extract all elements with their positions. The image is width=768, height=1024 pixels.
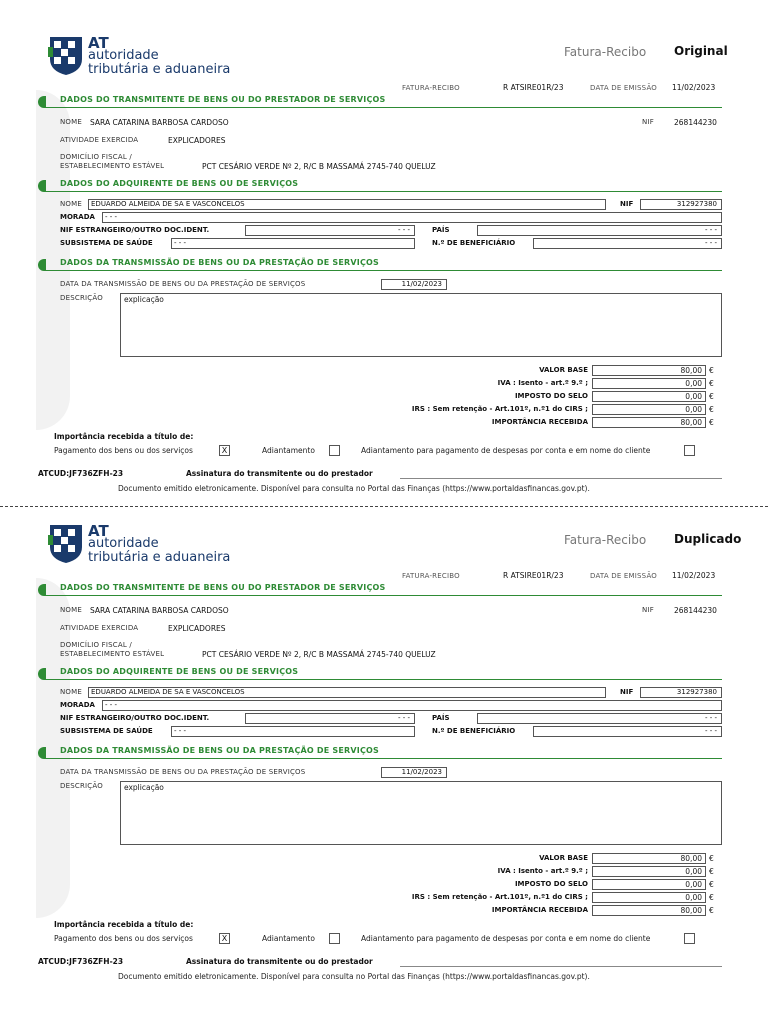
receipt-option-3: Adiantamento para pagamento de despesas por conta e em nome do cliente [361, 934, 651, 943]
transmitter-nif: 268144230 [674, 118, 717, 127]
currency-symbol: € [709, 379, 714, 388]
document-type: Fatura-Recibo [564, 45, 647, 59]
description-label: DESCRIÇÃO [60, 294, 103, 302]
transmitter-name: SARA CATARINA BARBOSA CARDOSO [90, 606, 229, 615]
total-value: 0,00 [685, 379, 702, 388]
health-label: SUBSISTEMA DE SAÚDE [60, 239, 153, 247]
activity: EXPLICADORES [168, 624, 226, 633]
invoice-original [0, 0, 768, 500]
description-label: DESCRIÇÃO [60, 782, 103, 790]
transmission-title: DADOS DA TRANSMISSÃO DE BENS OU DA PRESTAÇÃO DE SERVIÇOS [60, 258, 379, 267]
acquirer-name-field: EDUARDO ALMEIDA DE SA E VASCONCELOS [88, 687, 606, 698]
transmission-section [38, 747, 722, 759]
currency-symbol: € [709, 880, 714, 889]
option-2-checkbox[interactable] [329, 445, 340, 456]
total-value: 80,00 [680, 906, 702, 915]
option-2-checkbox[interactable] [329, 933, 340, 944]
total-label: IMPOSTO DO SELO [514, 392, 588, 400]
total-value: 0,00 [685, 867, 702, 876]
currency-symbol: € [709, 418, 714, 427]
domicile-label-1: DOMICÍLIO FISCAL / [60, 153, 132, 161]
logo-line-1: autoridade [88, 48, 159, 63]
acquirer-name-label: NOME [60, 200, 83, 208]
acquirer-section [38, 180, 722, 192]
option-3-checkbox[interactable] [684, 445, 695, 456]
signature-line [400, 966, 722, 967]
transmitter-name-label: NOME [60, 118, 83, 126]
domicile-label-2: ESTABELECIMENTO ESTÁVEL [60, 162, 165, 170]
address-field: - - - [102, 212, 722, 223]
total-label: VALOR BASE [539, 854, 588, 862]
address-label: MORADA [60, 213, 95, 221]
description-field: explicação [120, 293, 722, 357]
logo-line-1: autoridade [88, 536, 159, 551]
receipt-option-1: Pagamento dos bens ou dos serviços [54, 934, 193, 943]
total-value: 0,00 [685, 405, 702, 414]
signature-line [400, 478, 722, 479]
total-label: IVA : Isento - art.º 9.º ; [497, 379, 588, 387]
acquirer-section [38, 668, 722, 680]
total-value-field [592, 853, 706, 864]
currency-symbol: € [709, 392, 714, 401]
receipt-option-2: Adiantamento [262, 934, 315, 943]
logo-line-2: tributária e aduaneira [88, 550, 231, 565]
atcud: ATCUD:JF736ZFH-23 [38, 469, 124, 478]
logo-at: AT [88, 522, 109, 540]
description-field: explicação [120, 781, 722, 845]
total-value-field [592, 879, 706, 890]
activity-label: ATIVIDADE EXERCIDA [60, 624, 139, 632]
currency-symbol: € [709, 366, 714, 375]
beneficiary-label: N.º DE BENEFICIÁRIO [432, 239, 516, 247]
total-value: 80,00 [680, 418, 702, 427]
transmitter-nif: 268144230 [674, 606, 717, 615]
transmission-title: DADOS DA TRANSMISSÃO DE BENS OU DA PRESTAÇÃO DE SERVIÇOS [60, 746, 379, 755]
total-value-field [592, 391, 706, 402]
acquirer-title: DADOS DO ADQUIRENTE DE BENS OU DE SERVIÇOS [60, 667, 299, 676]
beneficiary-field: - - - [533, 238, 722, 249]
electronic-notice: Documento emitido eletronicamente. Disponível para consulta no Portal das Finanças (https://www.portaldasfinancas.gov.pt). [118, 972, 590, 981]
total-value: 80,00 [680, 854, 702, 863]
transmitter-nif-label: NIF [642, 118, 654, 126]
foreign-nif-field: - - - [245, 225, 415, 236]
health-field: - - - [171, 726, 415, 737]
domicile: PCT CESÁRIO VERDE Nº 2, R/C B MASSAMÁ 2745-740 QUELUZ [202, 650, 436, 659]
total-value-field [592, 378, 706, 389]
document-type: Fatura-Recibo [564, 533, 647, 547]
transmitter-section [38, 584, 722, 596]
acquirer-name-field: EDUARDO ALMEIDA DE SA E VASCONCELOS [88, 199, 606, 210]
activity-label: ATIVIDADE EXERCIDA [60, 136, 139, 144]
total-value-field [592, 892, 706, 903]
transmission-date-label: DATA DA TRANSMISSÃO DE BENS OU DA PRESTAÇÃO DE SERVIÇOS [60, 280, 306, 288]
transmission-date-label: DATA DA TRANSMISSÃO DE BENS OU DA PRESTAÇÃO DE SERVIÇOS [60, 768, 306, 776]
total-value: 0,00 [685, 392, 702, 401]
electronic-notice: Documento emitido eletronicamente. Disponível para consulta no Portal das Finanças (https://www.portaldasfinancas.gov.pt). [118, 484, 590, 493]
signature-label: Assinatura do transmitente ou do prestador [186, 469, 373, 478]
option-1-checkbox[interactable]: X [219, 445, 230, 456]
address-field: - - - [102, 700, 722, 711]
currency-symbol: € [709, 906, 714, 915]
total-value: 0,00 [685, 880, 702, 889]
option-3-checkbox[interactable] [684, 933, 695, 944]
total-label: VALOR BASE [539, 366, 588, 374]
total-value-field [592, 365, 706, 376]
at-logo-icon [48, 523, 84, 565]
foreign-nif-label: NIF ESTRANGEIRO/OUTRO DOC.IDENT. [60, 714, 210, 722]
domicile-label-2: ESTABELECIMENTO ESTÁVEL [60, 650, 165, 658]
domicile-label-1: DOMICÍLIO FISCAL / [60, 641, 132, 649]
logo-at: AT [88, 34, 109, 52]
total-label: IMPOSTO DO SELO [514, 880, 588, 888]
receipt-option-3: Adiantamento para pagamento de despesas por conta e em nome do cliente [361, 446, 651, 455]
foreign-nif-label: NIF ESTRANGEIRO/OUTRO DOC.IDENT. [60, 226, 210, 234]
country-field: - - - [477, 713, 722, 724]
country-label: PAÍS [432, 714, 450, 722]
acquirer-nif-label: NIF [620, 200, 634, 208]
transmission-section [38, 259, 722, 271]
transmitter-nif-label: NIF [642, 606, 654, 614]
total-label: IMPORTÂNCIA RECEBIDA [491, 906, 588, 914]
health-field: - - - [171, 238, 415, 249]
receipt-title: Importância recebida a título de: [54, 432, 194, 441]
total-label: IRS : Sem retenção - Art.101º, n.º1 do CIRS ; [411, 893, 588, 901]
meta-type-label: FATURA-RECIBO [402, 84, 460, 92]
issue-date: 11/02/2023 [672, 571, 716, 580]
total-value: 80,00 [680, 366, 702, 375]
issue-date-label: DATA DE EMISSÃO [590, 572, 658, 580]
domicile: PCT CESÁRIO VERDE Nº 2, R/C B MASSAMÁ 2745-740 QUELUZ [202, 162, 436, 171]
doc-number: R ATSIRE01R/23 [503, 571, 564, 580]
acquirer-name-label: NOME [60, 688, 83, 696]
transmitter-section [38, 96, 722, 108]
acquirer-nif-field: 312927380 [640, 687, 722, 698]
currency-symbol: € [709, 867, 714, 876]
beneficiary-field: - - - [533, 726, 722, 737]
foreign-nif-field: - - - [245, 713, 415, 724]
acquirer-nif-field: 312927380 [640, 199, 722, 210]
acquirer-title: DADOS DO ADQUIRENTE DE BENS OU DE SERVIÇOS [60, 179, 299, 188]
currency-symbol: € [709, 854, 714, 863]
copy-label: Original [674, 44, 728, 58]
beneficiary-label: N.º DE BENEFICIÁRIO [432, 727, 516, 735]
atcud: ATCUD:JF736ZFH-23 [38, 957, 124, 966]
total-label: IRS : Sem retenção - Art.101º, n.º1 do CIRS ; [411, 405, 588, 413]
invoice-duplicate [0, 488, 768, 988]
issue-date-label: DATA DE EMISSÃO [590, 84, 658, 92]
acquirer-nif-label: NIF [620, 688, 634, 696]
country-label: PAÍS [432, 226, 450, 234]
total-value: 0,00 [685, 893, 702, 902]
transmitter-name-label: NOME [60, 606, 83, 614]
transmitter-name: SARA CATARINA BARBOSA CARDOSO [90, 118, 229, 127]
transmitter-title: DADOS DO TRANSMITENTE DE BENS OU DO PRESTADOR DE SERVIÇOS [60, 95, 386, 104]
at-logo-icon [48, 35, 84, 77]
receipt-option-2: Adiantamento [262, 446, 315, 455]
logo-line-2: tributária e aduaneira [88, 62, 231, 77]
total-label: IMPORTÂNCIA RECEBIDA [491, 418, 588, 426]
currency-symbol: € [709, 405, 714, 414]
option-1-checkbox[interactable]: X [219, 933, 230, 944]
currency-symbol: € [709, 893, 714, 902]
total-value-field [592, 404, 706, 415]
copy-label: Duplicado [674, 532, 742, 546]
address-label: MORADA [60, 701, 95, 709]
total-value-field [592, 417, 706, 428]
transmitter-title: DADOS DO TRANSMITENTE DE BENS OU DO PRESTADOR DE SERVIÇOS [60, 583, 386, 592]
activity: EXPLICADORES [168, 136, 226, 145]
transmission-date-field: 11/02/2023 [381, 767, 447, 778]
doc-number: R ATSIRE01R/23 [503, 83, 564, 92]
receipt-title: Importância recebida a título de: [54, 920, 194, 929]
country-field: - - - [477, 225, 722, 236]
total-value-field [592, 866, 706, 877]
transmission-date-field: 11/02/2023 [381, 279, 447, 290]
meta-type-label: FATURA-RECIBO [402, 572, 460, 580]
total-label: IVA : Isento - art.º 9.º ; [497, 867, 588, 875]
issue-date: 11/02/2023 [672, 83, 716, 92]
health-label: SUBSISTEMA DE SAÚDE [60, 727, 153, 735]
receipt-option-1: Pagamento dos bens ou dos serviços [54, 446, 193, 455]
signature-label: Assinatura do transmitente ou do prestador [186, 957, 373, 966]
total-value-field [592, 905, 706, 916]
